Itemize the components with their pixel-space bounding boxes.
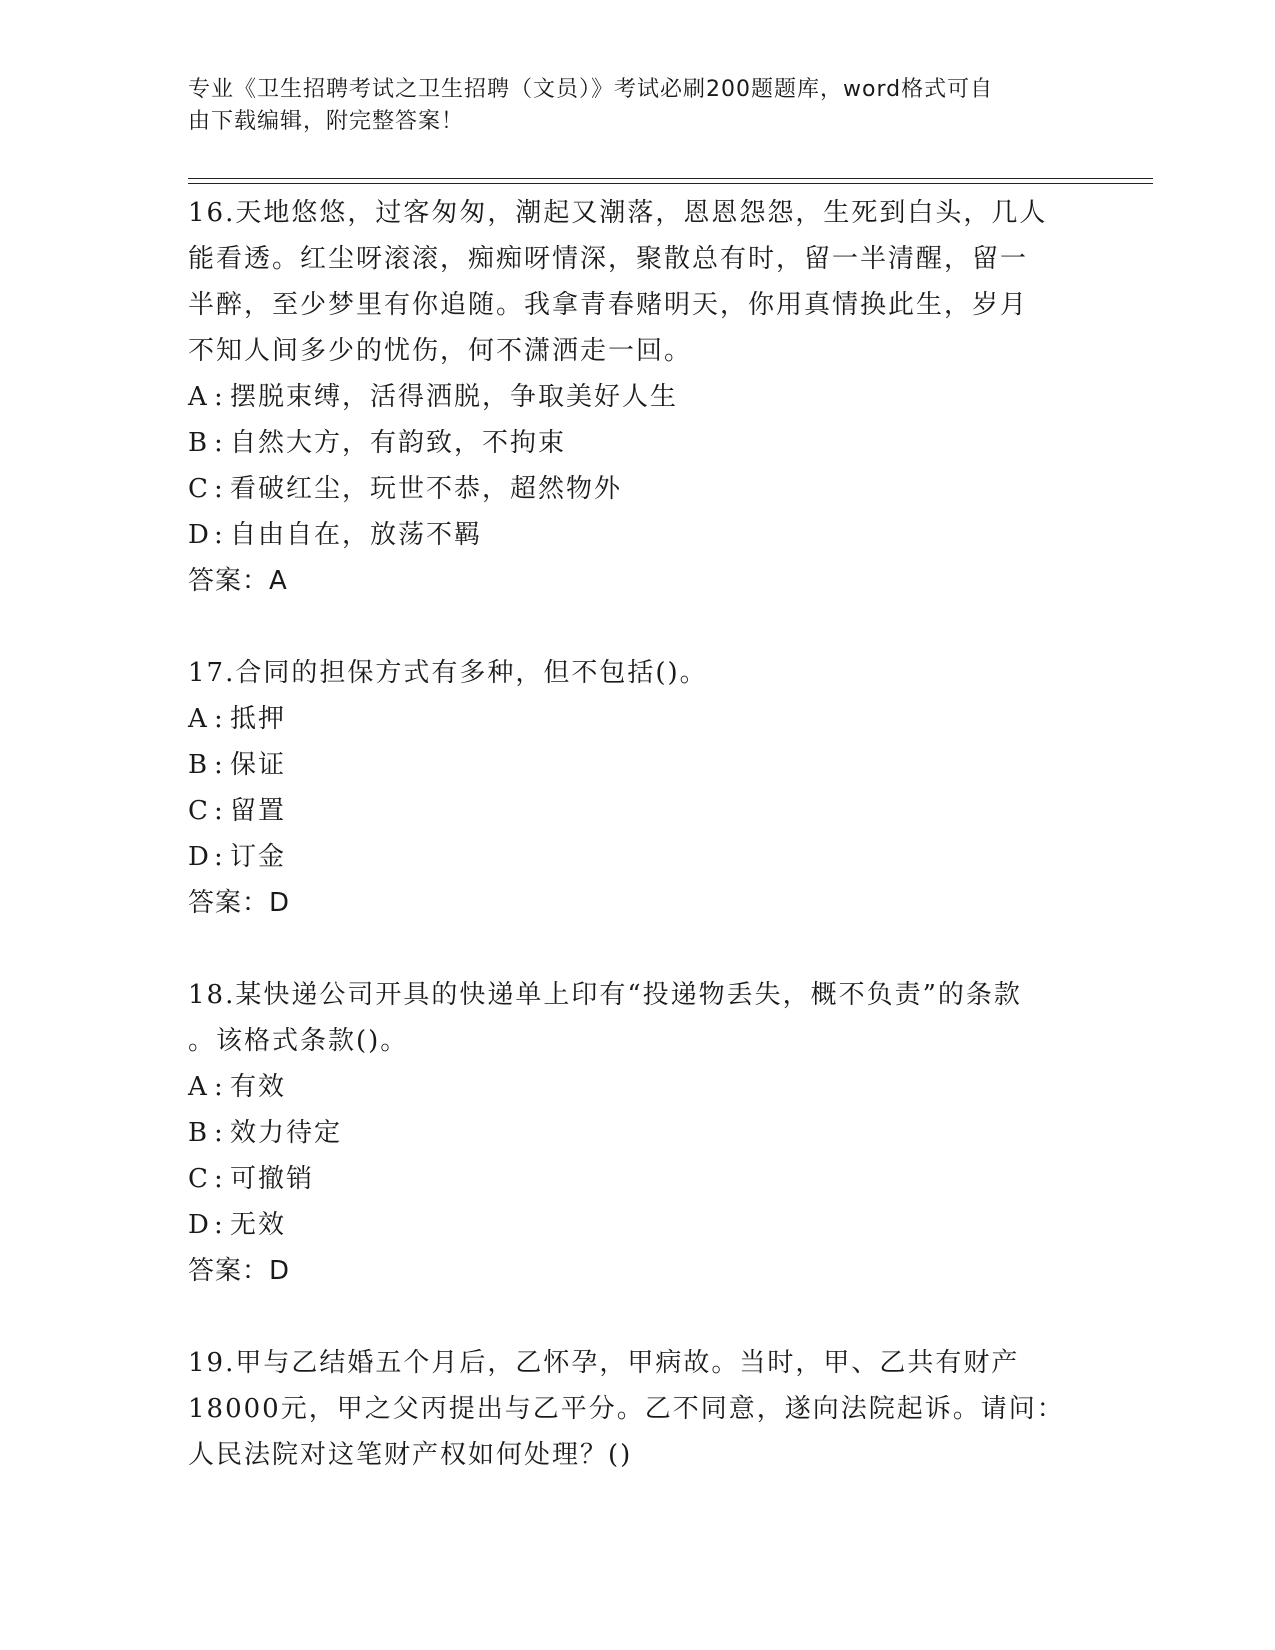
option-text: 抵押 [230, 704, 287, 734]
option-c: C : 可撤销 [188, 1156, 1088, 1202]
option-text: 自由自在，放荡不羁 [230, 520, 483, 550]
question-text-line: 半醉，至少梦里有你追随。我拿青春赌明天，你用真情换此生，岁月 [188, 290, 1029, 320]
option-d: D : 自由自在，放荡不羁 [188, 512, 1088, 558]
option-letter: B [188, 1118, 210, 1148]
answer-line: 答案：D [188, 888, 291, 918]
question-text-line: 不知人间多少的忧伤，何不潇洒走一回。 [188, 336, 693, 366]
document-header [188, 74, 1088, 138]
question-text-line: 18.某快递公司开具的快递单上印有“投递物丢失，概不负责”的条款 [188, 980, 1022, 1010]
option-d: D : 无效 [188, 1202, 1088, 1248]
answer-line: 答案：D [188, 1256, 291, 1286]
option-b: B : 效力待定 [188, 1110, 1088, 1156]
option-letter: D [188, 842, 211, 872]
option-letter: A [188, 1072, 209, 1102]
option-letter: A [188, 382, 209, 412]
option-letter: C [188, 796, 210, 826]
header-line-2: 由下载编辑，附完整答案！ [188, 109, 465, 134]
option-letter: D [188, 1210, 211, 1240]
question-text-line: 能看透。红尘呀滚滚，痴痴呀情深，聚散总有时，留一半清醒，留一 [188, 244, 1029, 274]
option-text: 效力待定 [230, 1118, 343, 1148]
question-text-line: 。该格式条款()。 [188, 1026, 409, 1056]
option-letter: C [188, 474, 210, 504]
question-text-line: 人民法院对这笔财产权如何处理？() [188, 1440, 633, 1470]
question-18 [188, 972, 1088, 1294]
option-a: A : 摆脱束缚，活得洒脱，争取美好人生 [188, 374, 1088, 420]
header-line-1: 专业《卫生招聘考试之卫生招聘（文员）》考试必刷200题题库，word格式可自 [188, 77, 994, 102]
option-text: 订金 [230, 842, 287, 872]
question-text-line: 18000元，甲之父丙提出与乙平分。乙不同意，遂向法院起诉。请问： [188, 1394, 1065, 1424]
option-letter: C [188, 1164, 210, 1194]
option-text: 无效 [230, 1210, 287, 1240]
header-rule-top [188, 178, 1153, 179]
answer-line: 答案：A [188, 566, 288, 596]
option-c: C : 留置 [188, 788, 1088, 834]
option-b: B : 自然大方，有韵致，不拘束 [188, 420, 1088, 466]
option-b: B : 保证 [188, 742, 1088, 788]
question-text-line: 19.甲与乙结婚五个月后，乙怀孕，甲病故。当时，甲、乙共有财产 [188, 1348, 1020, 1378]
question-17 [188, 650, 1088, 926]
option-letter: D [188, 520, 211, 550]
question-text-line: 17.合同的担保方式有多种，但不包括()。 [188, 658, 708, 688]
option-text: 有效 [230, 1072, 287, 1102]
option-letter: A [188, 704, 209, 734]
question-19 [188, 1340, 1088, 1478]
option-letter: B [188, 750, 210, 780]
option-c: C : 看破红尘，玩世不恭，超然物外 [188, 466, 1088, 512]
option-text: 自然大方，有韵致，不拘束 [230, 428, 567, 458]
option-text: 留置 [230, 796, 287, 826]
header-rule-bottom [188, 183, 1153, 184]
option-a: A : 抵押 [188, 696, 1088, 742]
option-text: 摆脱束缚，活得洒脱，争取美好人生 [230, 382, 679, 412]
option-letter: B [188, 428, 210, 458]
question-16 [188, 190, 1088, 604]
option-d: D : 订金 [188, 834, 1088, 880]
option-a: A : 有效 [188, 1064, 1088, 1110]
option-text: 看破红尘，玩世不恭，超然物外 [230, 474, 623, 504]
question-list [188, 190, 1088, 1478]
question-text-line: 16.天地悠悠，过客匆匆，潮起又潮落，恩恩怨怨，生死到白头，几人 [188, 198, 1048, 228]
option-text: 可撤销 [230, 1164, 315, 1194]
option-text: 保证 [230, 750, 287, 780]
